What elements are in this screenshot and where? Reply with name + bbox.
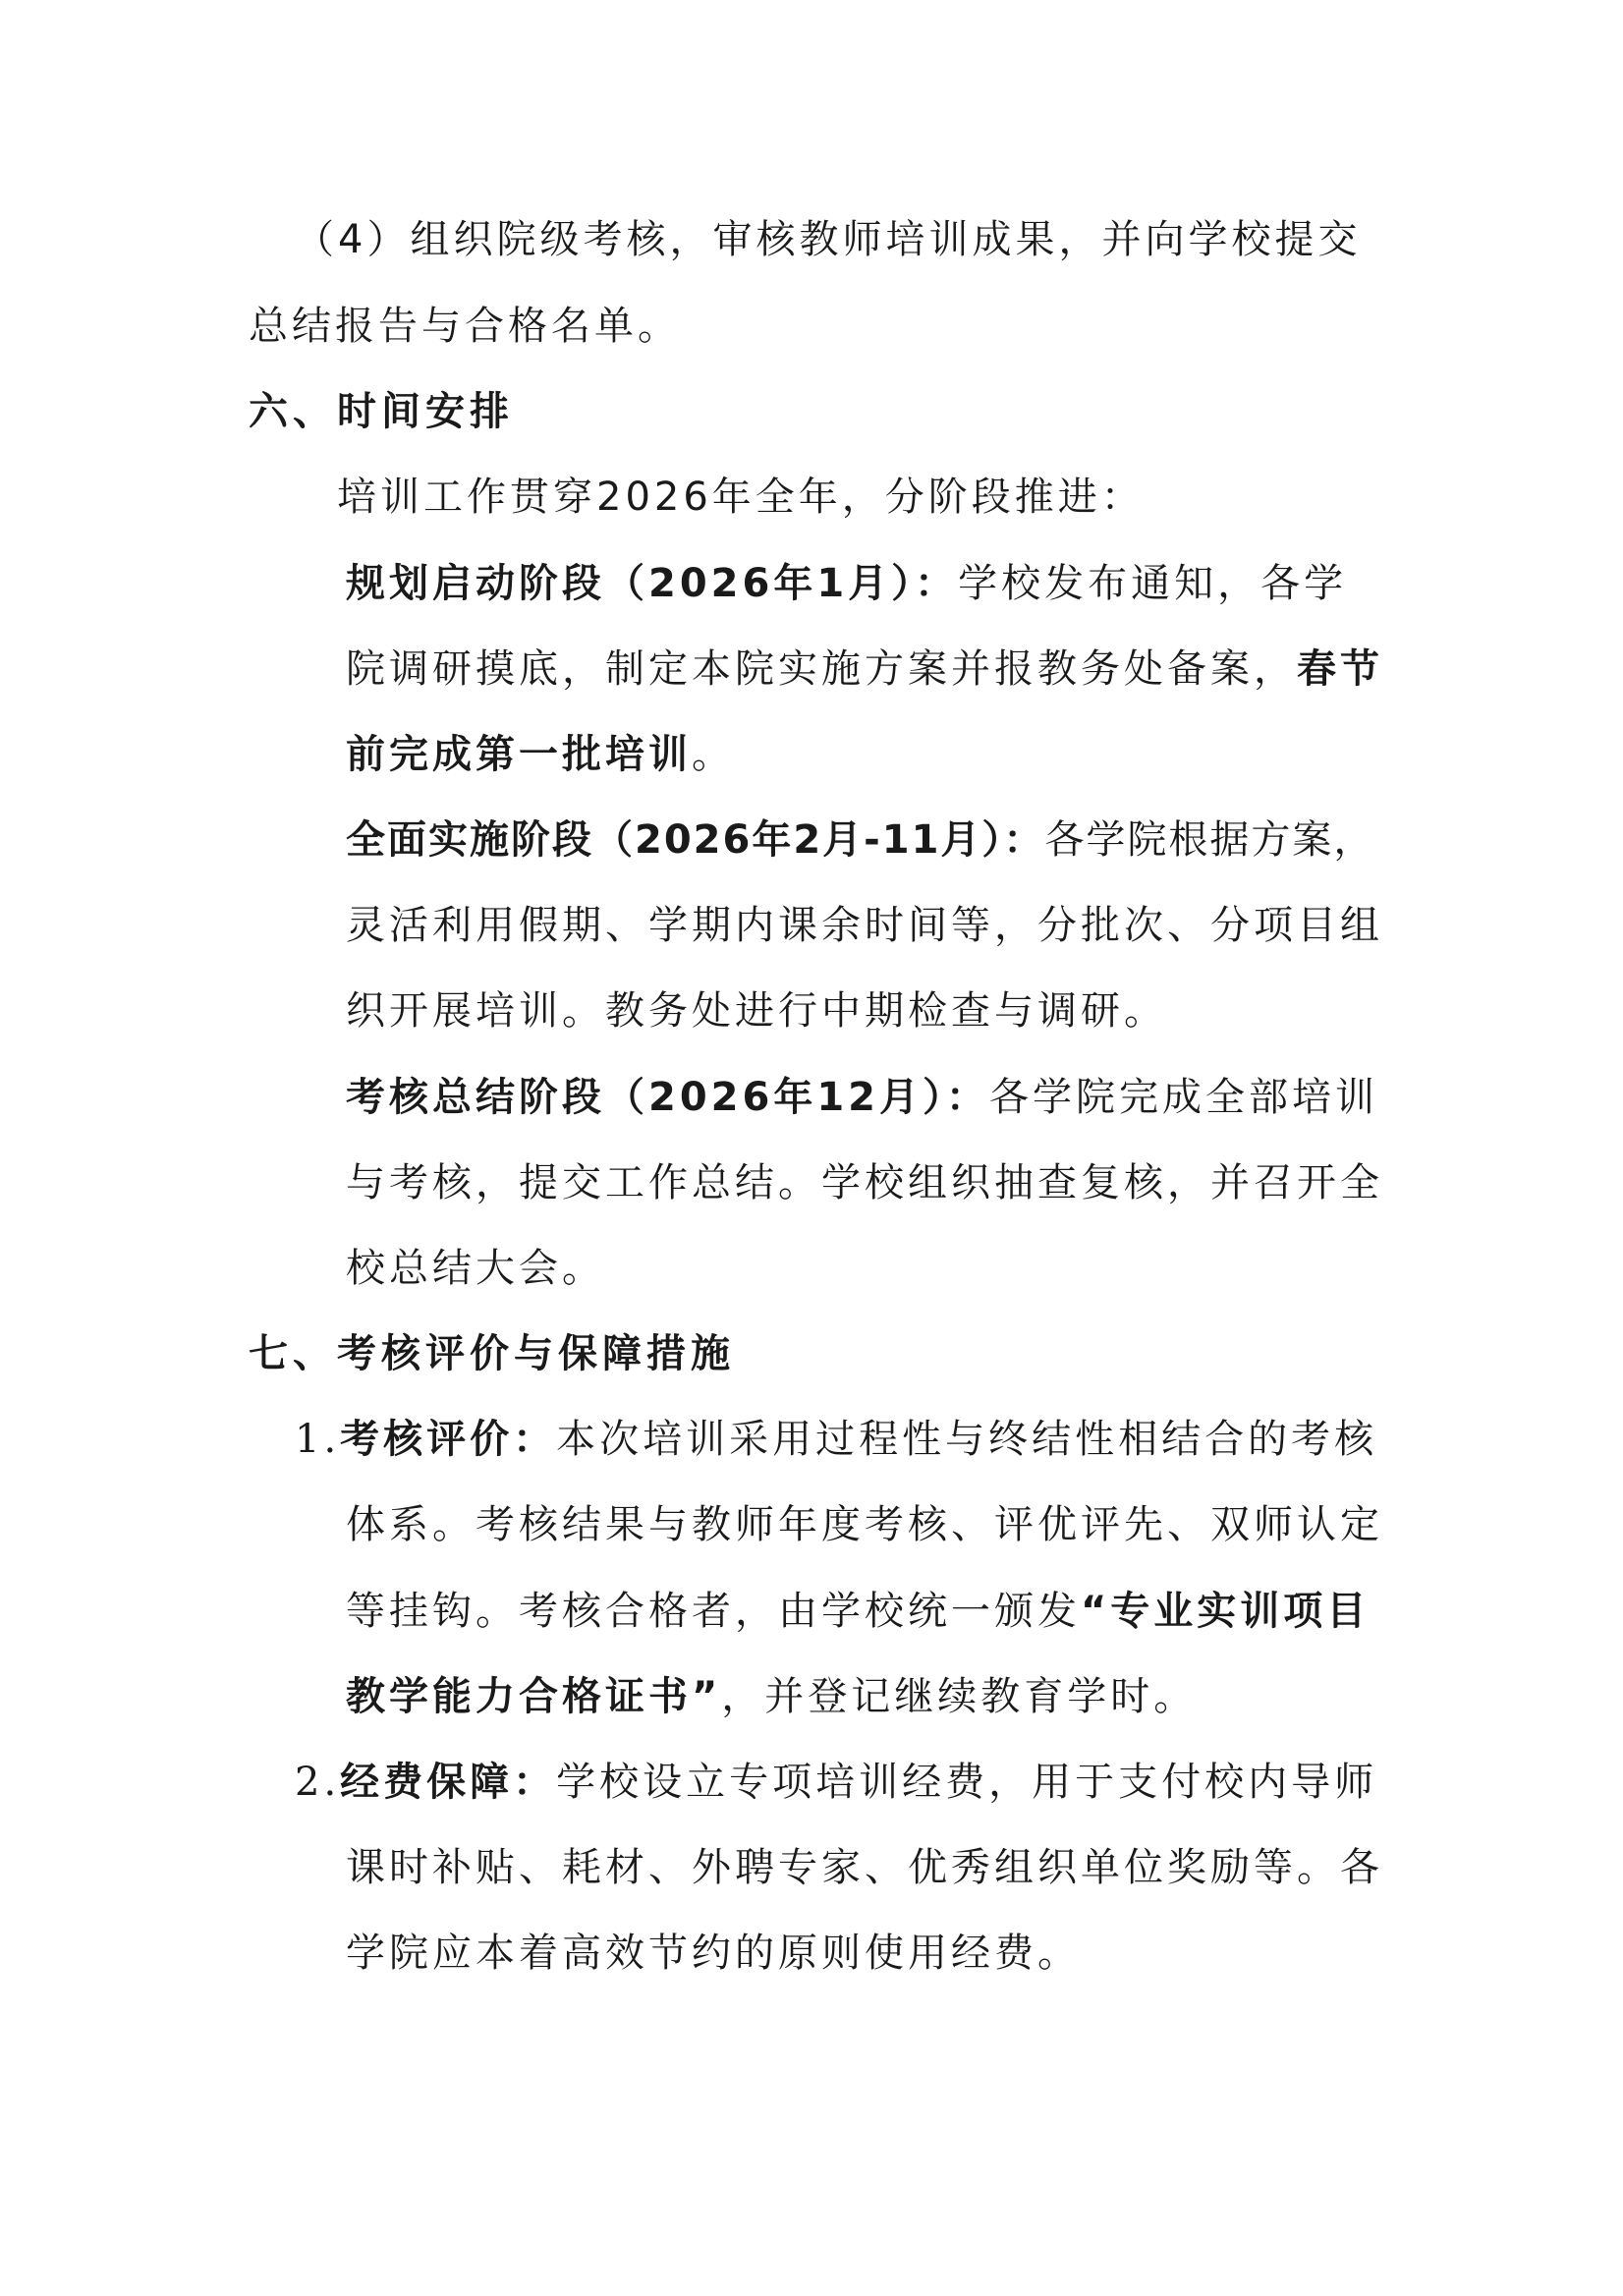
phase1-label: 规划启动阶段（2026年1月）： <box>346 561 959 606</box>
s7-item2-label: 经费保障： <box>340 1760 557 1805</box>
s7-item1-text3-bold: “专业实训项目 <box>1081 1589 1371 1634</box>
section6-intro: 培训工作贯穿2026年全年，分阶段推进： <box>337 475 1145 520</box>
s7-item1-text4-plain: ，并登记继续教育学时。 <box>721 1674 1198 1719</box>
section6-heading: 六、时间安排 <box>249 389 514 434</box>
phase2-line3: 织开展培训。教务处进行中期检查与调研。 <box>346 988 1167 1034</box>
phase3-line3: 校总结大会。 <box>346 1246 605 1291</box>
s7-item2-number: 2. <box>295 1760 341 1805</box>
item4-line2: 总结报告与合格名单。 <box>249 304 681 349</box>
phase1-bold-tail: 春节 <box>1297 646 1383 692</box>
phase2-label: 全面实施阶段（2026年2月-11月）： <box>346 817 1045 863</box>
phase1-end3: 。 <box>692 732 735 777</box>
s7-item1-label: 考核评价： <box>340 1417 557 1462</box>
phase1-line3 <box>346 729 735 780</box>
phase3-line2: 与考核，提交工作总结。学校组织抽查复核，并召开全 <box>346 1160 1383 1205</box>
phase3-label: 考核总结阶段（2026年12月）： <box>346 1075 989 1120</box>
item4-text-line1: 组织院级考核，审核教师培训成果，并向学校提交 <box>410 217 1362 262</box>
phase1-line1 <box>346 558 1385 609</box>
phase3-text1: 各学院完成全部培训 <box>989 1075 1378 1120</box>
item4-line1 <box>295 214 1385 265</box>
phase1-bold-line3: 前完成第一批培训 <box>346 732 692 777</box>
phase3-line1 <box>346 1072 1378 1123</box>
s7-item1-text3-plain: 等挂钩。考核合格者，由学校统一颁发 <box>346 1589 1081 1634</box>
s7-item1-number: 1. <box>295 1417 341 1462</box>
s7-item1-line3 <box>346 1586 1370 1637</box>
s7-item1-text4-bold: 教学能力合格证书” <box>346 1674 722 1719</box>
phase2-line2: 灵活利用假期、学期内课余时间等，分批次、分项目组 <box>346 903 1383 948</box>
phase2-line1 <box>346 814 1374 866</box>
s7-item2-line2: 课时补贴、耗材、外聘专家、优秀组织单位奖励等。各 <box>346 1845 1383 1890</box>
s7-item1-line2: 体系。考核结果与教师年度考核、评优评先、双师认定 <box>346 1502 1383 1547</box>
item4-prefix: （4） <box>295 217 411 262</box>
section7-heading: 七、考核评价与保障措施 <box>249 1331 735 1376</box>
s7-item2-line1 <box>295 1757 1377 1808</box>
s7-item2-text1: 学校设立专项培训经费，用于支付校内导师 <box>556 1760 1378 1805</box>
phase2-text1: 各学院根据方案， <box>1044 817 1375 863</box>
s7-item1-line1 <box>295 1414 1377 1465</box>
phase1-text1: 学校发布通知，各学 <box>958 561 1348 606</box>
s7-item1-line4 <box>346 1671 1197 1722</box>
s7-item2-line3: 学院应本着高效节约的原则使用经费。 <box>346 1931 1081 1976</box>
s7-item1-text1: 本次培训采用过程性与终结性相结合的考核 <box>556 1417 1378 1462</box>
phase1-text2: 院调研摸底，制定本院实施方案并报教务处备案， <box>346 646 1297 692</box>
phase1-line2 <box>346 644 1383 695</box>
